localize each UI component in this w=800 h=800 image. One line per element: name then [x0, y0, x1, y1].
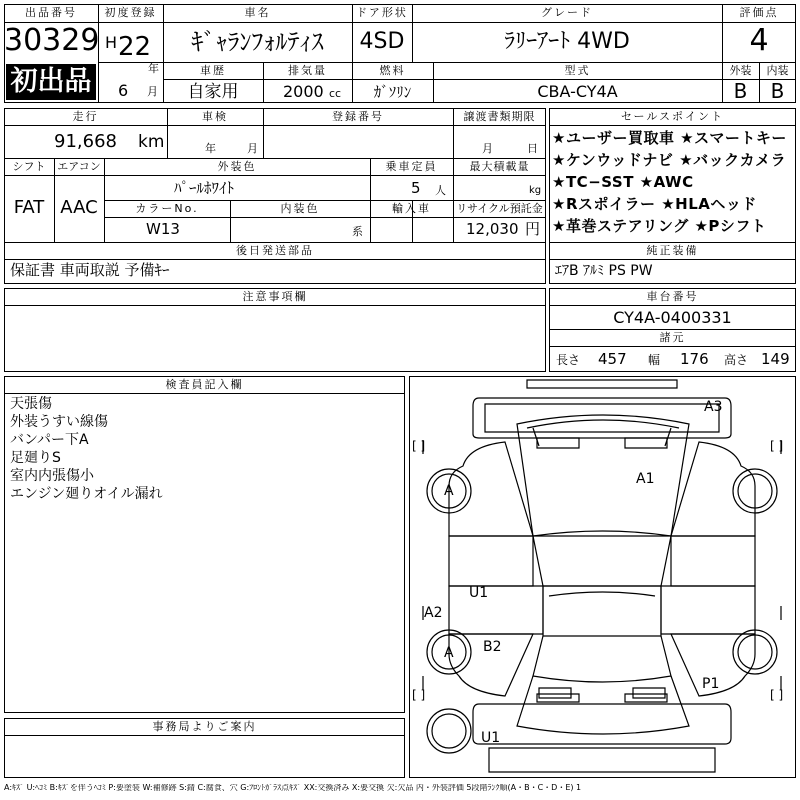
inspection-label: 車検 [202, 110, 228, 123]
door-type-label: ドア形状 [356, 6, 408, 19]
notes-label: 注意事項欄 [242, 290, 308, 303]
model-label: 型式 [564, 64, 591, 77]
car-damage-diagram [409, 376, 796, 778]
fuel-label: 燃料 [379, 64, 406, 77]
bracket-mark: [ ] [412, 439, 426, 453]
door-type: 4SD [359, 29, 405, 54]
office-label: 事務局よりご案内 [152, 720, 257, 733]
history-label: 車歴 [200, 64, 226, 77]
bracket-mark: [ ] [412, 688, 426, 702]
mileage-label: 走行 [72, 110, 99, 123]
mileage: 91,668 [54, 131, 117, 152]
damage-mark: U1 [481, 730, 501, 746]
interior-grade-label: 内装 [766, 64, 789, 77]
displacement-label: 排気量 [288, 64, 327, 77]
inspection-month-unit: 月 [247, 142, 258, 155]
damage-mark: A1 [636, 471, 655, 487]
capacity: 5 [411, 179, 421, 197]
inspector-remark: 足廻りS [10, 450, 61, 466]
damage-mark: A [444, 483, 454, 499]
score-label: 評価点 [739, 6, 779, 19]
bracket-mark: [ ] [770, 688, 784, 702]
history: 自家用 [187, 82, 239, 102]
shift-label: シフト [12, 160, 46, 173]
grade-label: グレード [541, 6, 593, 19]
length-label: 長さ [556, 353, 581, 367]
inspector-remark: バンパー下A [10, 432, 89, 448]
damage-mark: A [444, 645, 454, 661]
exterior-grade-label: 外装 [729, 64, 752, 77]
height: 149 [761, 350, 790, 368]
import-label: 輸入車 [392, 202, 431, 215]
selling-point-line: ★Rスポイラー ★HLAヘッド [552, 195, 757, 213]
car-name: ｷﾞｬﾗﾝﾌｫﾙﾃｨｽ [191, 28, 324, 56]
damage-mark: A2 [424, 605, 443, 621]
damage-mark: A3 [704, 399, 723, 415]
aircon: AAC [60, 197, 98, 218]
first-registration-label: 初度登録 [104, 6, 157, 19]
damage-mark: P1 [702, 676, 720, 692]
exterior-grade: B [733, 79, 748, 103]
bracket-mark: [ ] [770, 439, 784, 453]
chassis-number: CY4A-0400331 [613, 308, 732, 327]
exterior-color-label: 外装色 [217, 160, 257, 173]
damage-mark: B2 [483, 639, 502, 655]
height-label: 高さ [724, 353, 749, 367]
registration-year: 22 [118, 32, 152, 62]
color-number: W13 [146, 220, 180, 238]
max-load-label: 最大積載量 [469, 160, 530, 173]
car-name-label: 車名 [244, 6, 271, 19]
width: 176 [680, 350, 709, 368]
chassis-number-label: 車台番号 [646, 290, 699, 303]
displacement-unit: cc [329, 87, 342, 100]
recycle-deposit: 12,030 [466, 220, 519, 238]
first-listing-text: 初出品 [10, 66, 92, 97]
inspection-year-unit: 年 [205, 142, 216, 155]
inspector-remark: 室内内張傷小 [10, 468, 94, 484]
registration-month: 6 [118, 81, 129, 100]
fuel: ｶﾞｿﾘﾝ [373, 83, 412, 101]
selling-point-line: ★TC−SST ★AWC [552, 173, 694, 191]
later-parts: 保証書 車両取説 予備ｷｰ [10, 261, 170, 279]
equipment: ｴｱB ｱﾙﾐ PS PW [555, 263, 653, 279]
shift: FAT [13, 197, 45, 218]
selling-points-label: セールスポイント [620, 110, 724, 123]
color-number-label: カラーNo. [135, 202, 199, 215]
length: 457 [598, 350, 627, 368]
year-unit: 年 [148, 62, 159, 75]
capacity-label: 乗車定員 [385, 160, 438, 173]
plate-number-label: 登録番号 [332, 110, 384, 123]
model: CBA-CY4A [537, 82, 618, 101]
damage-legend: A:ｷｽﾞ U:ﾍｺﾐ B:ｷｽﾞを伴うﾍｺﾐ P:要塗装 W:補修跡 S:錆 C:腐食、穴 G:ﾌﾛﾝﾄｶﾞﾗｽ点ｷｽﾞ XX:交換済み X:要交換 欠:欠品 内・外装評価 5段階ﾗﾝｸ順(A・B・C・D・E) 1 [4, 784, 582, 792]
recycle-unit: 円 [525, 220, 541, 238]
recycle-label: リサイクル預託金 [456, 202, 543, 215]
displacement: 2000 [283, 82, 324, 101]
interior-grade: B [770, 79, 785, 103]
max-load-unit: kg [529, 185, 542, 196]
equipment-label: 純正装備 [646, 244, 699, 257]
aircon-label: エアコン [57, 160, 101, 173]
grade: ﾗﾘｰｱｰﾄ 4WD [504, 29, 630, 54]
selling-point-line: ★革巻ステアリング ★Pシフト [552, 217, 767, 235]
exterior-color: ﾊﾟｰﾙﾎﾜｲﾄ [173, 179, 234, 197]
inspector-remark: 天張傷 [10, 396, 52, 412]
inspector-label: 検査員記入欄 [165, 378, 244, 391]
deadline-day-unit: 日 [527, 142, 538, 155]
width-label: 幅 [648, 353, 661, 367]
interior-color-suffix: 系 [352, 225, 363, 238]
dimensions-label: 諸元 [659, 331, 686, 344]
lot-number-label: 出品番号 [25, 6, 77, 19]
later-parts-label: 後日発送部品 [236, 244, 314, 257]
month-unit: 月 [147, 85, 158, 98]
selling-point-line: ★ケンウッドナビ ★バックカメラ [552, 151, 787, 169]
document-deadline-label: 譲渡書類期限 [463, 110, 536, 123]
mileage-unit: km [138, 132, 165, 152]
interior-color-label: 内装色 [280, 202, 320, 215]
selling-point-line: ★ユーザー買取車 ★スマートキー [552, 129, 787, 147]
capacity-unit: 人 [435, 184, 446, 197]
score: 4 [749, 23, 769, 58]
era: H [105, 33, 118, 52]
inspector-remark: 外装うすい線傷 [10, 414, 108, 430]
deadline-month-unit: 月 [482, 142, 493, 155]
damage-mark: U1 [469, 585, 489, 601]
lot-number: 30329 [4, 23, 100, 58]
inspector-remark: エンジン廻りオイル漏れ [10, 486, 163, 502]
